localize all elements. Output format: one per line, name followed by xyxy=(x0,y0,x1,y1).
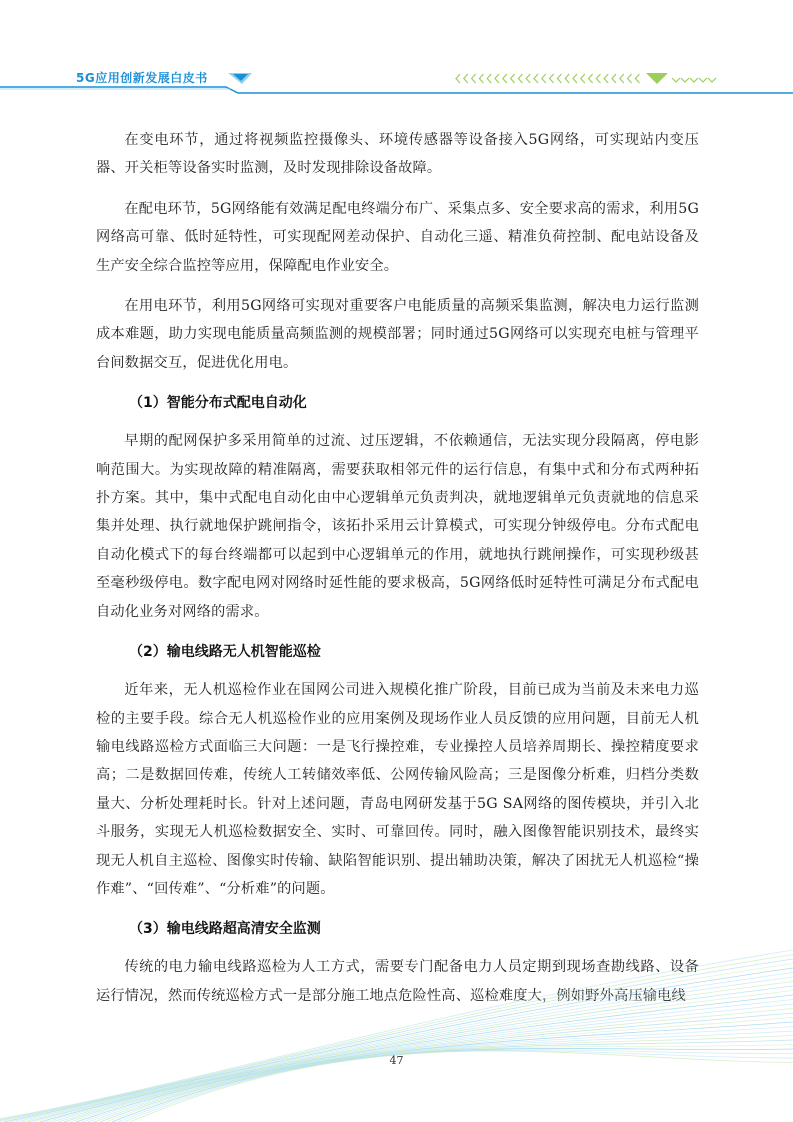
footer-wave-decoration xyxy=(0,940,793,1122)
section-body-2: 近年来，无人机巡检作业在国网公司进入规模化推广阶段，目前已成为当前及未来电力巡检的主要手段。综合无人机巡检作业的应用案例及现场作业人员反馈的应用问题，目前无人机输电线路巡检方式面临三大问题：一是飞行操控难，专业操控人员培养周期长、操控精度要求高；二是数据回传难，传统人工转储效率低、公网传输风险高；三是图像分析难，归档分类数量大、分析处理耗时长。针对上述问题，青岛电网研发基于5G SA网络的图传模块，并引入北斗服务，实现无人机巡检数据安全、实时、可靠回传。同时，融入图像智能识别技术，最终实现无人机自主巡检、图像实时传输、缺陷智能识别、提出辅助决策，解决了困扰无人机巡检“操作难”、“回传难”、“分析难”的问题。 xyxy=(96,682,699,897)
section-heading-3: （3）输电线路超高清安全监测 xyxy=(129,921,321,938)
page-content xyxy=(96,126,699,1022)
section-body-3: 传统的电力输电线路巡检为人工方式，需要专门配备电力人员定期到现场查勘线路、设备运行情况，然而传统巡检方式一是部分施工地点危险性高、巡检难度大，例如野外高压输电线 xyxy=(96,959,699,1004)
section-heading-1: （1）智能分布式配电自动化 xyxy=(129,395,307,412)
section-body-1: 早期的配网保护多采用简单的过流、过压逻辑，不依赖通信，无法实现分段隔离，停电影响范围大。为实现故障的精准隔离，需要获取相邻元件的运行信息，有集中式和分布式两种拓扑方案。其中，集中式配电自动化由中心逻辑单元负责判决，就地逻辑单元负责就地的信息采集并处理、执行就地保护跳闸指令，该拓扑采用云计算模式，可实现分钟级停电。分布式配电自动化模式下的每台终端都可以起到中心逻辑单元的作用，就地执行跳闸操作，可实现秒级甚至毫秒级停电。数字配电网对网络时延性能的要求极高，5G网络低时延特性可满足分布式配电自动化业务对网络的需求。 xyxy=(96,433,699,620)
section-heading-2: （2）输电线路无人机智能巡检 xyxy=(129,644,321,661)
paragraph-substation: 在变电环节，通过将视频监控摄像头、环境传感器等设备接入5G网络，可实现站内变压器、开关柜等设备实时监测，及时发现排除设备故障。 xyxy=(96,132,699,177)
header-title: 5G应用创新发展白皮书 xyxy=(76,71,208,85)
page-number: 47 xyxy=(389,1054,404,1067)
paragraph-consumption: 在用电环节，利用5G网络可实现对重要客户电能质量的高频采集监测，解决电力运行监测成本难题，助力实现电能质量高频监测的规模部署；同时通过5G网络可以实现充电桩与管理平台间数据交互，促进优化用电。 xyxy=(96,298,699,371)
paragraph-distribution: 在配电环节，5G网络能有效满足配电终端分布广、采集点多、安全要求高的需求，利用5G网络高可靠、低时延特性，可实现配网差动保护、自动化三遥、精准负荷控制、配电站设备及生产安全综合监控等应用，保障配电作业安全。 xyxy=(96,200,699,274)
page-header xyxy=(0,60,793,96)
